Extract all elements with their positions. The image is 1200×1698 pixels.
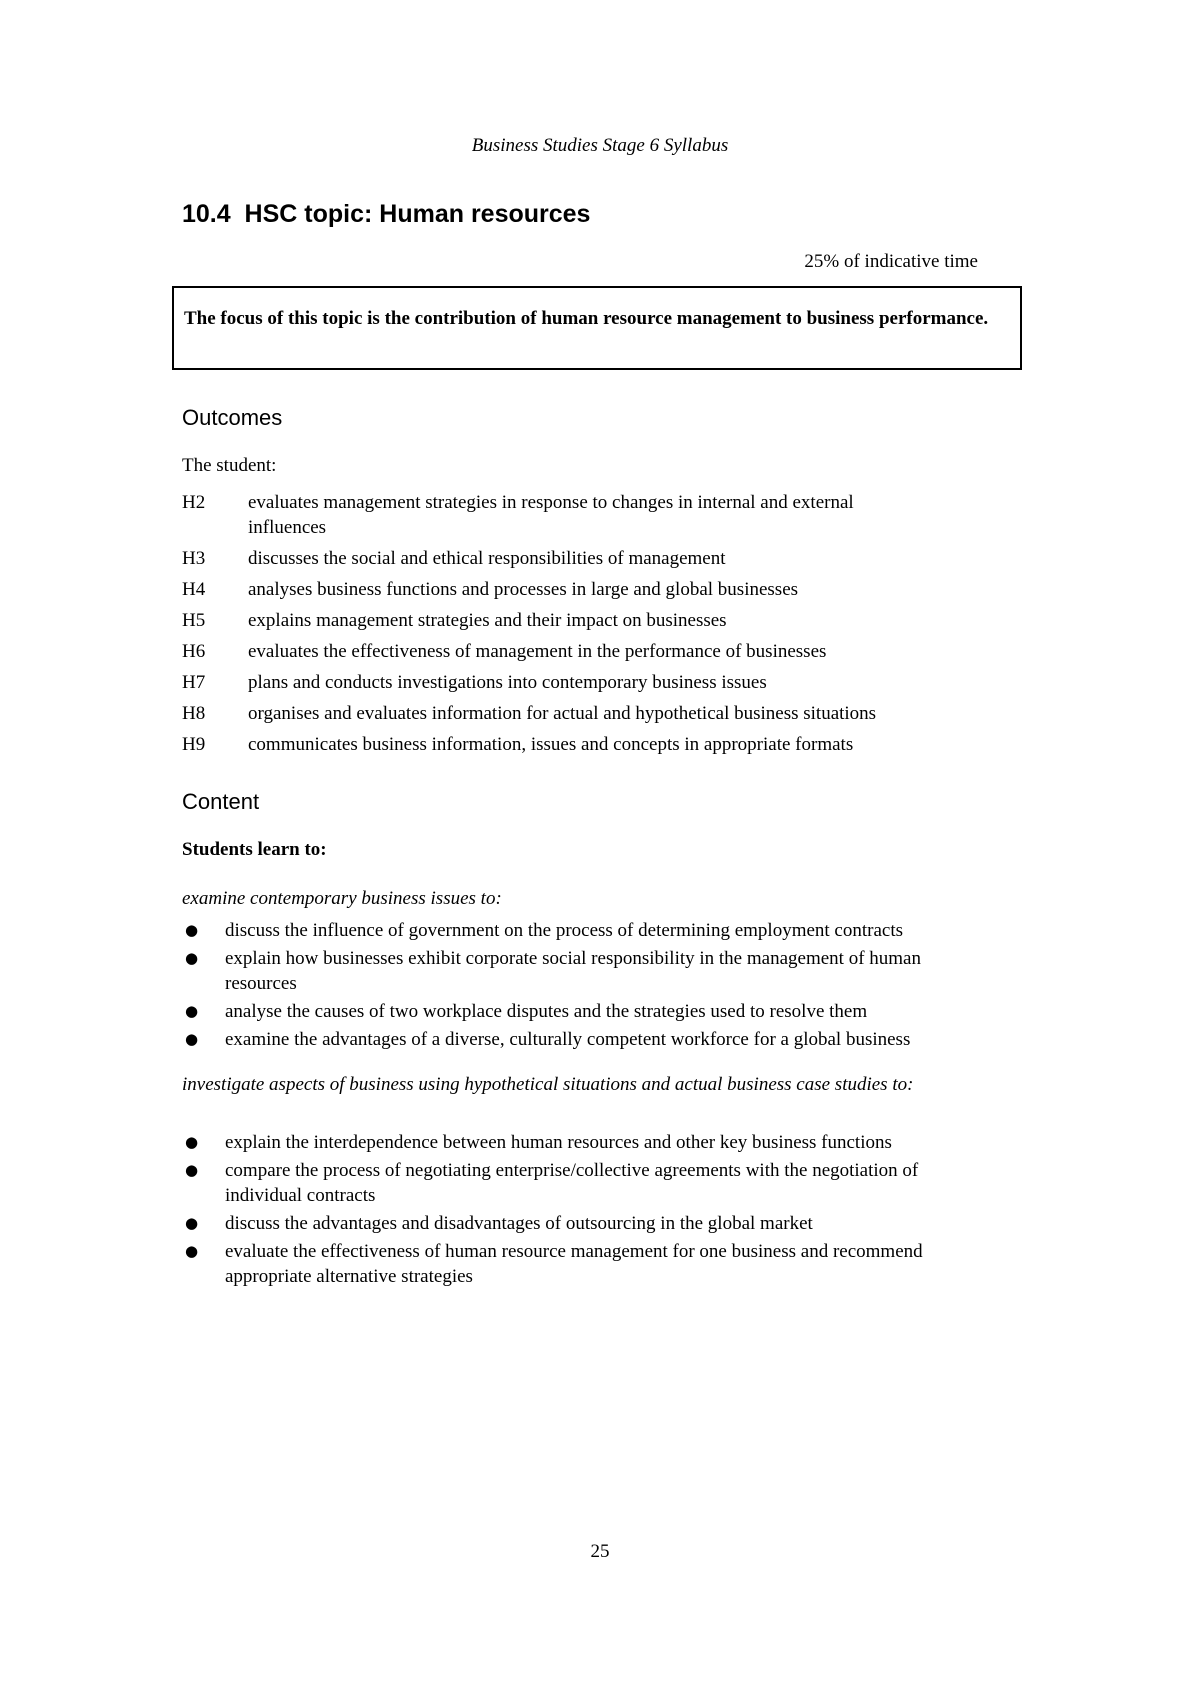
outcome-text: evaluates the effectiveness of management in the performance of businesses [248,641,827,662]
content-group-intro: investigate aspects of business using hypothetical situations and actual business case studies to: [182,1074,914,1095]
bullet-icon: ● [185,1133,199,1151]
outcome-text: explains management strategies and their impact on businesses [248,610,727,631]
list-item-text: evaluate the effectiveness of human resource management for one business and recommend appropriate alternative strategies [225,1241,923,1287]
outcome-code: H8 [182,703,206,724]
outcome-text: discusses the social and ethical responsibilities of management [248,548,726,569]
running-header: Business Studies Stage 6 Syllabus [471,135,729,156]
outcome-item [182,639,1002,664]
list-item [182,918,1018,943]
focus-statement-box [172,286,1022,370]
outcome-code: H4 [182,579,206,600]
bullet-icon: ● [185,921,199,939]
bullet-icon: ● [185,1214,199,1232]
outcome-item [182,701,1002,726]
bullet-icon: ● [185,1242,199,1260]
list-item-text: discuss the influence of government on the process of determining employment contracts [225,920,904,941]
content-group-intro: examine contemporary business issues to: [182,888,502,909]
focus-statement: The focus of this topic is the contribution of human resource management to business performance. [184,308,989,329]
page-number: 25 [590,1541,610,1562]
list-item-text: explain how businesses exhibit corporate social responsibility in the management of human resources [225,948,921,994]
list-item-text: discuss the advantages and disadvantages of outsourcing in the global market [225,1213,813,1234]
list-item-text: explain the interdependence between human resources and other key business functions [225,1132,892,1153]
list-item [182,1211,1018,1236]
outcome-text: communicates business information, issues and concepts in appropriate formats [248,734,854,755]
outcome-item [182,490,1002,540]
students-learn-to-label: Students learn to: [182,839,327,860]
outcome-item [182,732,1002,757]
bullet-icon: ● [185,1161,199,1179]
content-bullet-list [182,1130,1018,1292]
outcome-text: evaluates management strategies in response to changes in internal and external influences [248,492,854,538]
list-item [182,1130,1018,1155]
list-item-text: analyse the causes of two workplace disputes and the strategies used to resolve them [225,1001,868,1022]
list-item-text: compare the process of negotiating enterprise/collective agreements with the negotiation of individual contracts [225,1160,919,1206]
outcome-code: H6 [182,641,206,662]
outcomes-heading: Outcomes [182,405,283,430]
outcomes-list [182,490,1002,763]
outcome-text: organises and evaluates information for actual and hypothetical business situations [248,703,877,724]
outcome-text: analyses business functions and processes in large and global businesses [248,579,799,600]
indicative-time: 25% of indicative time [804,251,978,272]
outcome-code: H7 [182,672,206,693]
outcome-code: H2 [182,492,206,513]
outcome-code: H5 [182,610,206,631]
list-item-text: examine the advantages of a diverse, culturally competent workforce for a global business [225,1029,911,1050]
list-item [182,1239,1018,1289]
outcome-item [182,577,1002,602]
outcome-text: plans and conducts investigations into contemporary business issues [248,672,767,693]
list-item [182,1027,1018,1052]
content-bullet-list [182,918,1018,1055]
outcome-item [182,670,1002,695]
outcome-code: H3 [182,548,206,569]
bullet-icon: ● [185,949,199,967]
list-item [182,946,1018,996]
outcomes-intro: The student: [182,455,277,476]
outcome-item [182,608,1002,633]
bullet-icon: ● [185,1002,199,1020]
list-item [182,999,1018,1024]
outcome-code: H9 [182,734,206,755]
content-heading: Content [182,789,260,814]
outcome-item [182,546,1002,571]
topic-title: 10.4 HSC topic: Human resources [182,200,591,228]
list-item [182,1158,1018,1208]
bullet-icon: ● [185,1030,199,1048]
